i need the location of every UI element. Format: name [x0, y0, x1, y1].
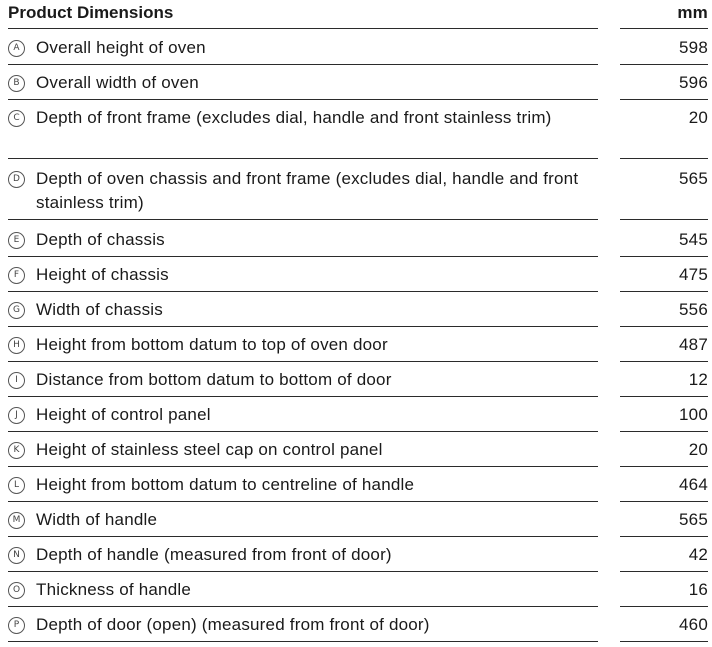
- table-row: [8, 438, 708, 466]
- row-value: 475: [620, 263, 708, 292]
- row-label-cell: [8, 438, 598, 467]
- row-label: Height of chassis: [36, 265, 169, 284]
- row-letter-badge: I: [8, 372, 25, 389]
- table-row: [8, 298, 708, 326]
- row-value: 16: [620, 578, 708, 607]
- row-label: Height from bottom datum to top of oven door: [36, 335, 388, 354]
- row-label: Height of control panel: [36, 405, 211, 424]
- table-row: [8, 36, 708, 64]
- row-value: 565: [620, 508, 708, 537]
- row-label: Thickness of handle: [36, 580, 191, 599]
- row-value: 100: [620, 403, 708, 432]
- table-title: Product Dimensions: [8, 3, 174, 22]
- row-label: Depth of front frame (excludes dial, handle and front stainless trim): [36, 108, 552, 127]
- row-label: Overall width of oven: [36, 73, 199, 92]
- row-value: 460: [620, 613, 708, 642]
- row-label-cell: [8, 333, 598, 362]
- row-label: Depth of chassis: [36, 230, 165, 249]
- row-letter-badge: P: [8, 617, 25, 634]
- table-row: [8, 71, 708, 99]
- row-letter-badge: C: [8, 110, 25, 127]
- row-letter-badge: L: [8, 477, 25, 494]
- table-row: [8, 473, 708, 501]
- row-letter-badge: E: [8, 232, 25, 249]
- row-letter-badge: B: [8, 75, 25, 92]
- row-label-cell: [8, 298, 598, 327]
- row-letter-badge: J: [8, 407, 25, 424]
- row-label-cell: [8, 263, 598, 292]
- row-label: Height of stainless steel cap on control panel: [36, 440, 383, 459]
- row-label-cell: [8, 71, 598, 100]
- header-unit-cell: [620, 0, 708, 29]
- row-letter-badge: A: [8, 40, 25, 57]
- row-label-cell: [8, 368, 598, 397]
- header-label-cell: [8, 0, 598, 29]
- row-label: Depth of oven chassis and front frame (excludes dial, handle and front stainless trim): [36, 169, 579, 212]
- row-label-cell: [8, 167, 598, 220]
- table-row: [8, 333, 708, 361]
- row-label-cell: [8, 473, 598, 502]
- row-label: Depth of door (open) (measured from front of door): [36, 615, 430, 634]
- row-letter-badge: O: [8, 582, 25, 599]
- row-letter-badge: D: [8, 171, 25, 188]
- row-letter-badge: N: [8, 547, 25, 564]
- row-label-cell: [8, 508, 598, 537]
- table-row: [8, 543, 708, 571]
- row-value: 12: [620, 368, 708, 397]
- row-label: Width of chassis: [36, 300, 163, 319]
- table-row: [8, 263, 708, 291]
- row-letter-badge: M: [8, 512, 25, 529]
- row-label-cell: [8, 106, 598, 159]
- table-row: [8, 228, 708, 256]
- table-row: [8, 167, 708, 219]
- row-label: Height from bottom datum to centreline of handle: [36, 475, 415, 494]
- unit-label: mm: [677, 3, 708, 22]
- row-value: 556: [620, 298, 708, 327]
- row-label-cell: [8, 613, 598, 642]
- row-value: 596: [620, 71, 708, 100]
- table-row: [8, 403, 708, 431]
- row-value: 565: [620, 167, 708, 220]
- row-value: 20: [620, 438, 708, 467]
- row-label-cell: [8, 403, 598, 432]
- row-value: 20: [620, 106, 708, 159]
- row-letter-badge: F: [8, 267, 25, 284]
- row-label: Width of handle: [36, 510, 158, 529]
- row-label-cell: [8, 578, 598, 607]
- table-row: [8, 613, 708, 641]
- row-value: 545: [620, 228, 708, 257]
- row-letter-badge: G: [8, 302, 25, 319]
- row-value: 487: [620, 333, 708, 362]
- table-row: [8, 578, 708, 606]
- row-label: Overall height of oven: [36, 38, 206, 57]
- table-row: [8, 368, 708, 396]
- table-row: [8, 106, 708, 158]
- row-value: 42: [620, 543, 708, 572]
- row-label: Distance from bottom datum to bottom of door: [36, 370, 392, 389]
- table-row: [8, 508, 708, 536]
- row-label: Depth of handle (measured from front of door): [36, 545, 392, 564]
- row-letter-badge: K: [8, 442, 25, 459]
- table-header: [8, 0, 708, 28]
- row-label-cell: [8, 36, 598, 65]
- row-letter-badge: H: [8, 337, 25, 354]
- row-value: 598: [620, 36, 708, 65]
- row-value: 464: [620, 473, 708, 502]
- row-label-cell: [8, 543, 598, 572]
- row-label-cell: [8, 228, 598, 257]
